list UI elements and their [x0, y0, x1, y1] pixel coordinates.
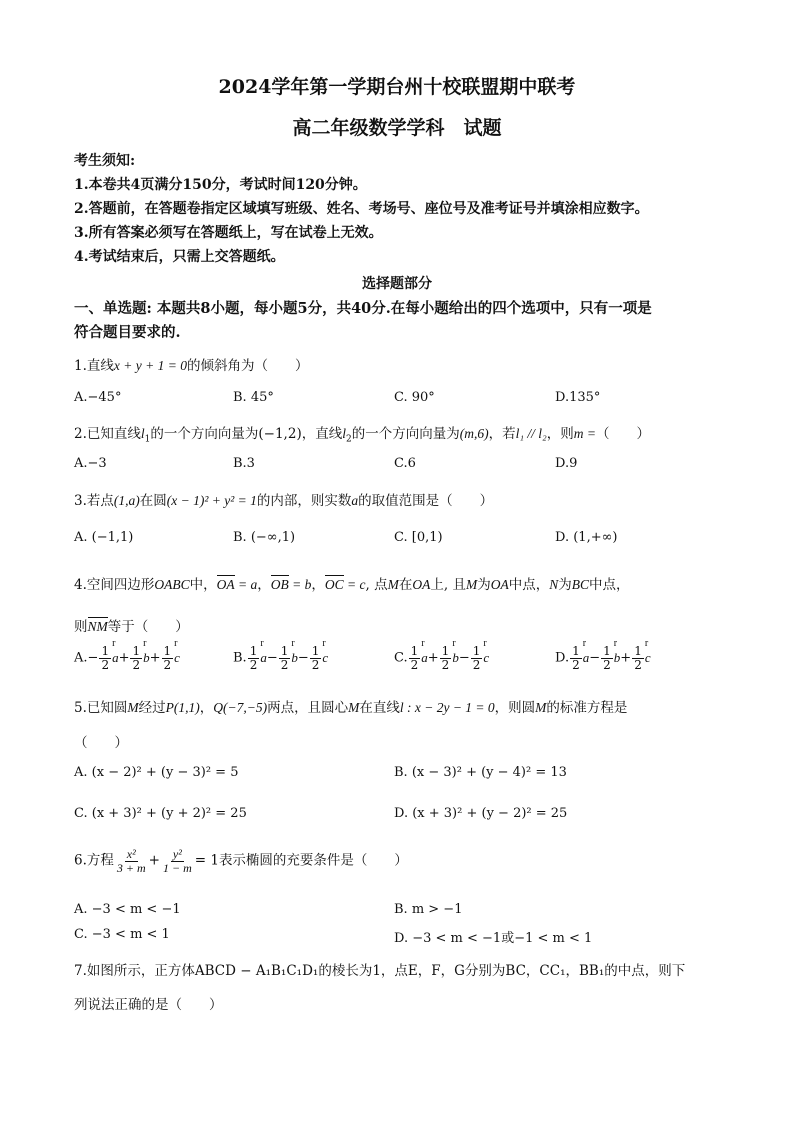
q2-text-7: （ ）: [595, 426, 650, 442]
q2-line-l2: l: [342, 426, 346, 441]
notice-heading: 考生须知:: [74, 153, 136, 169]
q4-text-6: 为: [477, 577, 491, 593]
q4-m: M: [387, 577, 399, 592]
q2-option-d: D.9: [555, 456, 578, 471]
q1-option-b: B. 45°: [233, 390, 274, 405]
q4-line2-text-1: 则: [74, 619, 88, 635]
q3-point: (1,a): [113, 493, 140, 508]
q3-option-b: B. (−∞,1): [233, 530, 296, 545]
q6-num-2: y²: [172, 847, 182, 861]
q6-fraction-1: [115, 848, 148, 874]
q4-text-5: 上, 且: [430, 577, 466, 593]
q4-option-d: D. $\frac{1}{2}$ r a− $\frac{1}{2}$ r b+ $\frac{1}{2}$ r c: [555, 645, 651, 671]
q4-vector-nm: NM: [87, 619, 108, 634]
q4-text-1: 4.空间四边形: [74, 577, 155, 593]
q5-point-q: Q(−7,−5): [213, 700, 268, 715]
q6-plus: +: [148, 852, 160, 869]
q6-option-d: D. −3 < m < −1或−1 < m < 1: [394, 931, 593, 946]
q4-vector-ob: OB: [270, 577, 289, 592]
part1-instruction-line1: 一、单选题: 本题共8小题，每小题5分，共40分.在每小题给出的四个选项中，只有一项是: [74, 300, 652, 317]
q4-m2: M: [465, 577, 478, 592]
q2-sub-1: 1: [144, 434, 151, 445]
q5-m3: M: [535, 700, 547, 715]
q3-option-c: C. [0,1): [394, 530, 443, 545]
q4-text-4: 在: [398, 577, 413, 593]
q6-text-2: 表示椭圆的充要条件是（ ）: [218, 852, 408, 869]
q4-text-9: 中点，: [588, 577, 630, 593]
q5-point-p: P(1,1): [165, 700, 200, 715]
question-4: [74, 573, 629, 593]
q4-option-b: B. $\frac{1}{2}$ r a− $\frac{1}{2}$ r b− $\frac{1}{2}$ r c: [233, 645, 328, 671]
q6-option-b: B. m > −1: [394, 902, 463, 917]
q5-text-4: 在直线: [359, 700, 400, 716]
q1-option-a: A.−45°: [74, 390, 122, 405]
q2-option-b: B.3: [233, 456, 255, 471]
q2-text-4: 的一个方向向量为: [351, 426, 460, 442]
q5-text-1: 5.已知圆: [74, 700, 128, 716]
q4-option-c-label: C.: [394, 650, 408, 666]
q2-option-c: C.6: [394, 456, 416, 471]
notice-item-2: 2.答题前，在答题卷指定区域填写班级、姓名、考场号、座位号及准考证号并填涂相应数字。: [74, 201, 649, 217]
q6-option-c: C. −3 < m < 1: [74, 927, 170, 942]
q4-oa2: OA: [490, 577, 509, 592]
q6-option-a: A. −3 < m < −1: [74, 902, 181, 917]
question-4-line2: [74, 615, 189, 635]
q4-oa: OA: [412, 577, 431, 592]
q6-eq: = 1: [194, 852, 219, 869]
q2-text-6: ，则: [546, 426, 574, 442]
question-2: [74, 422, 650, 445]
question-1: [74, 354, 308, 374]
notice-item-4: 4.考试结束后，只需上交答题纸。: [74, 249, 285, 265]
q4-bc: BC: [571, 577, 589, 592]
q5-m2: M: [348, 700, 360, 715]
q4-text-8: 为: [558, 577, 572, 593]
q5-option-c: C. (x + 3)² + (y + 2)² = 25: [74, 806, 247, 821]
part1-instruction-line2: 符合题目要求的.: [74, 324, 181, 341]
question-7: 7.如图所示，正方体ABCD − A₁B₁C₁D₁的棱长为1，点E，F，G分别为BC，CC₁，BB₁的中点，则下: [74, 963, 686, 979]
q5-line-l: l : x − 2y − 1 = 0: [399, 700, 495, 715]
q4-option-b-label: B.: [233, 650, 247, 666]
q2-text-2: 的一个方向向量为: [150, 426, 259, 442]
q2-text-1: 2.已知直线: [74, 426, 141, 442]
question-3: [74, 489, 493, 509]
q2-vector-1: (−1,2): [258, 426, 302, 442]
q5-text-5: ，则圆: [494, 700, 536, 716]
q4-text-3: , 点: [365, 577, 388, 593]
q3-circle-equation: (x − 1)² + y² = 1: [166, 493, 257, 508]
q3-text-2: 在圆: [139, 493, 167, 509]
q4-eq-c: = c: [343, 577, 366, 592]
q6-fraction-2: [161, 848, 194, 874]
question-6: [74, 848, 408, 874]
q2-m: m =: [573, 426, 596, 441]
q1-option-d: D.135°: [555, 390, 601, 405]
q2-text-3: ，直线: [301, 426, 343, 442]
q3-text-1: 3.若点: [74, 493, 114, 509]
q5-m: M: [127, 700, 139, 715]
q4-option-a: A.− $\frac{1}{2}$ r a+ $\frac{1}{2}$ r b+ $\frac{1}{2}$ r c: [74, 645, 180, 671]
q2-sub-2: 2: [345, 434, 352, 445]
q4-n: N: [549, 577, 559, 592]
q4-option-c: C. $\frac{1}{2}$ r a+ $\frac{1}{2}$ r b− $\frac{1}{2}$ r c: [394, 645, 489, 671]
exam-subtitle: 高二年级数学学科 试题: [292, 117, 502, 139]
q3-option-d: D. (1,+∞): [555, 530, 618, 545]
q3-text-4: 的取值范围是（ ）: [358, 493, 494, 509]
question-7-line2: 列说法正确的是（ ）: [74, 997, 223, 1013]
q1-option-c: C. 90°: [394, 390, 435, 405]
q4-text-2: 中，: [189, 577, 217, 593]
q3-option-a: A. (−1,1): [74, 530, 134, 545]
q5-option-b: B. (x − 3)² + (y − 4)² = 13: [394, 765, 567, 780]
q2-text-5: ，若: [488, 426, 516, 442]
notice-item-1: 1.本卷共4页满分150分，考试时间120分钟。: [74, 177, 367, 193]
q4-option-d-label: D.: [555, 650, 570, 666]
q1-post: 的倾斜角为（ ）: [186, 358, 309, 374]
q5-text-6: 的标准方程是: [546, 700, 628, 716]
q5-text-3: 两点，且圆心: [267, 700, 349, 716]
q4-option-a-label: A.: [74, 650, 88, 666]
q4-vector-oa: OA: [216, 577, 235, 592]
q6-num-1: x²: [126, 847, 136, 861]
q4-text-7: 中点，: [508, 577, 550, 593]
q4-sep-2: ，: [311, 577, 325, 593]
exam-title: 2024学年第一学期台州十校联盟期中联考: [218, 76, 576, 98]
q5-sep: ，: [199, 700, 214, 716]
q2-option-a: A.−3: [74, 456, 107, 471]
q2-parallel: l₁ // l₂: [515, 426, 547, 441]
q5-text-2: 经过: [138, 700, 166, 716]
q4-oabc: OABC: [154, 577, 190, 592]
q4-vector-oc: OC: [324, 577, 344, 592]
q4-eq-b: = b: [288, 577, 312, 592]
q4-eq-a: = a: [234, 577, 258, 592]
q1-equation: x + y + 1 = 0: [113, 358, 187, 373]
q4-sep-1: ，: [257, 577, 271, 593]
notice-item-3: 3.所有答案必须写在答题纸上，写在试卷上无效。: [74, 225, 383, 241]
q2-line-l1: l: [140, 426, 145, 441]
q1-pre: 1.直线: [74, 358, 114, 374]
q5-option-a: A. (x − 2)² + (y − 3)² = 5: [74, 765, 239, 780]
q6-text-1: 6.方程: [74, 852, 114, 869]
section-title: 选择题部分: [362, 276, 432, 292]
q6-den-2: 1 − m: [162, 860, 192, 875]
q4-line2-text-2: 等于（ ）: [107, 619, 189, 635]
q3-text-3: 的内部，则实数: [256, 493, 352, 509]
question-5: [74, 696, 627, 716]
q2-vector-2: (m,6): [459, 426, 489, 441]
q3-a: a: [351, 493, 359, 508]
q5-option-d: D. (x + 3)² + (y − 2)² = 25: [394, 806, 568, 821]
q6-den-1: 3 + m: [116, 860, 146, 875]
question-5-line2: （ ）: [74, 735, 128, 751]
